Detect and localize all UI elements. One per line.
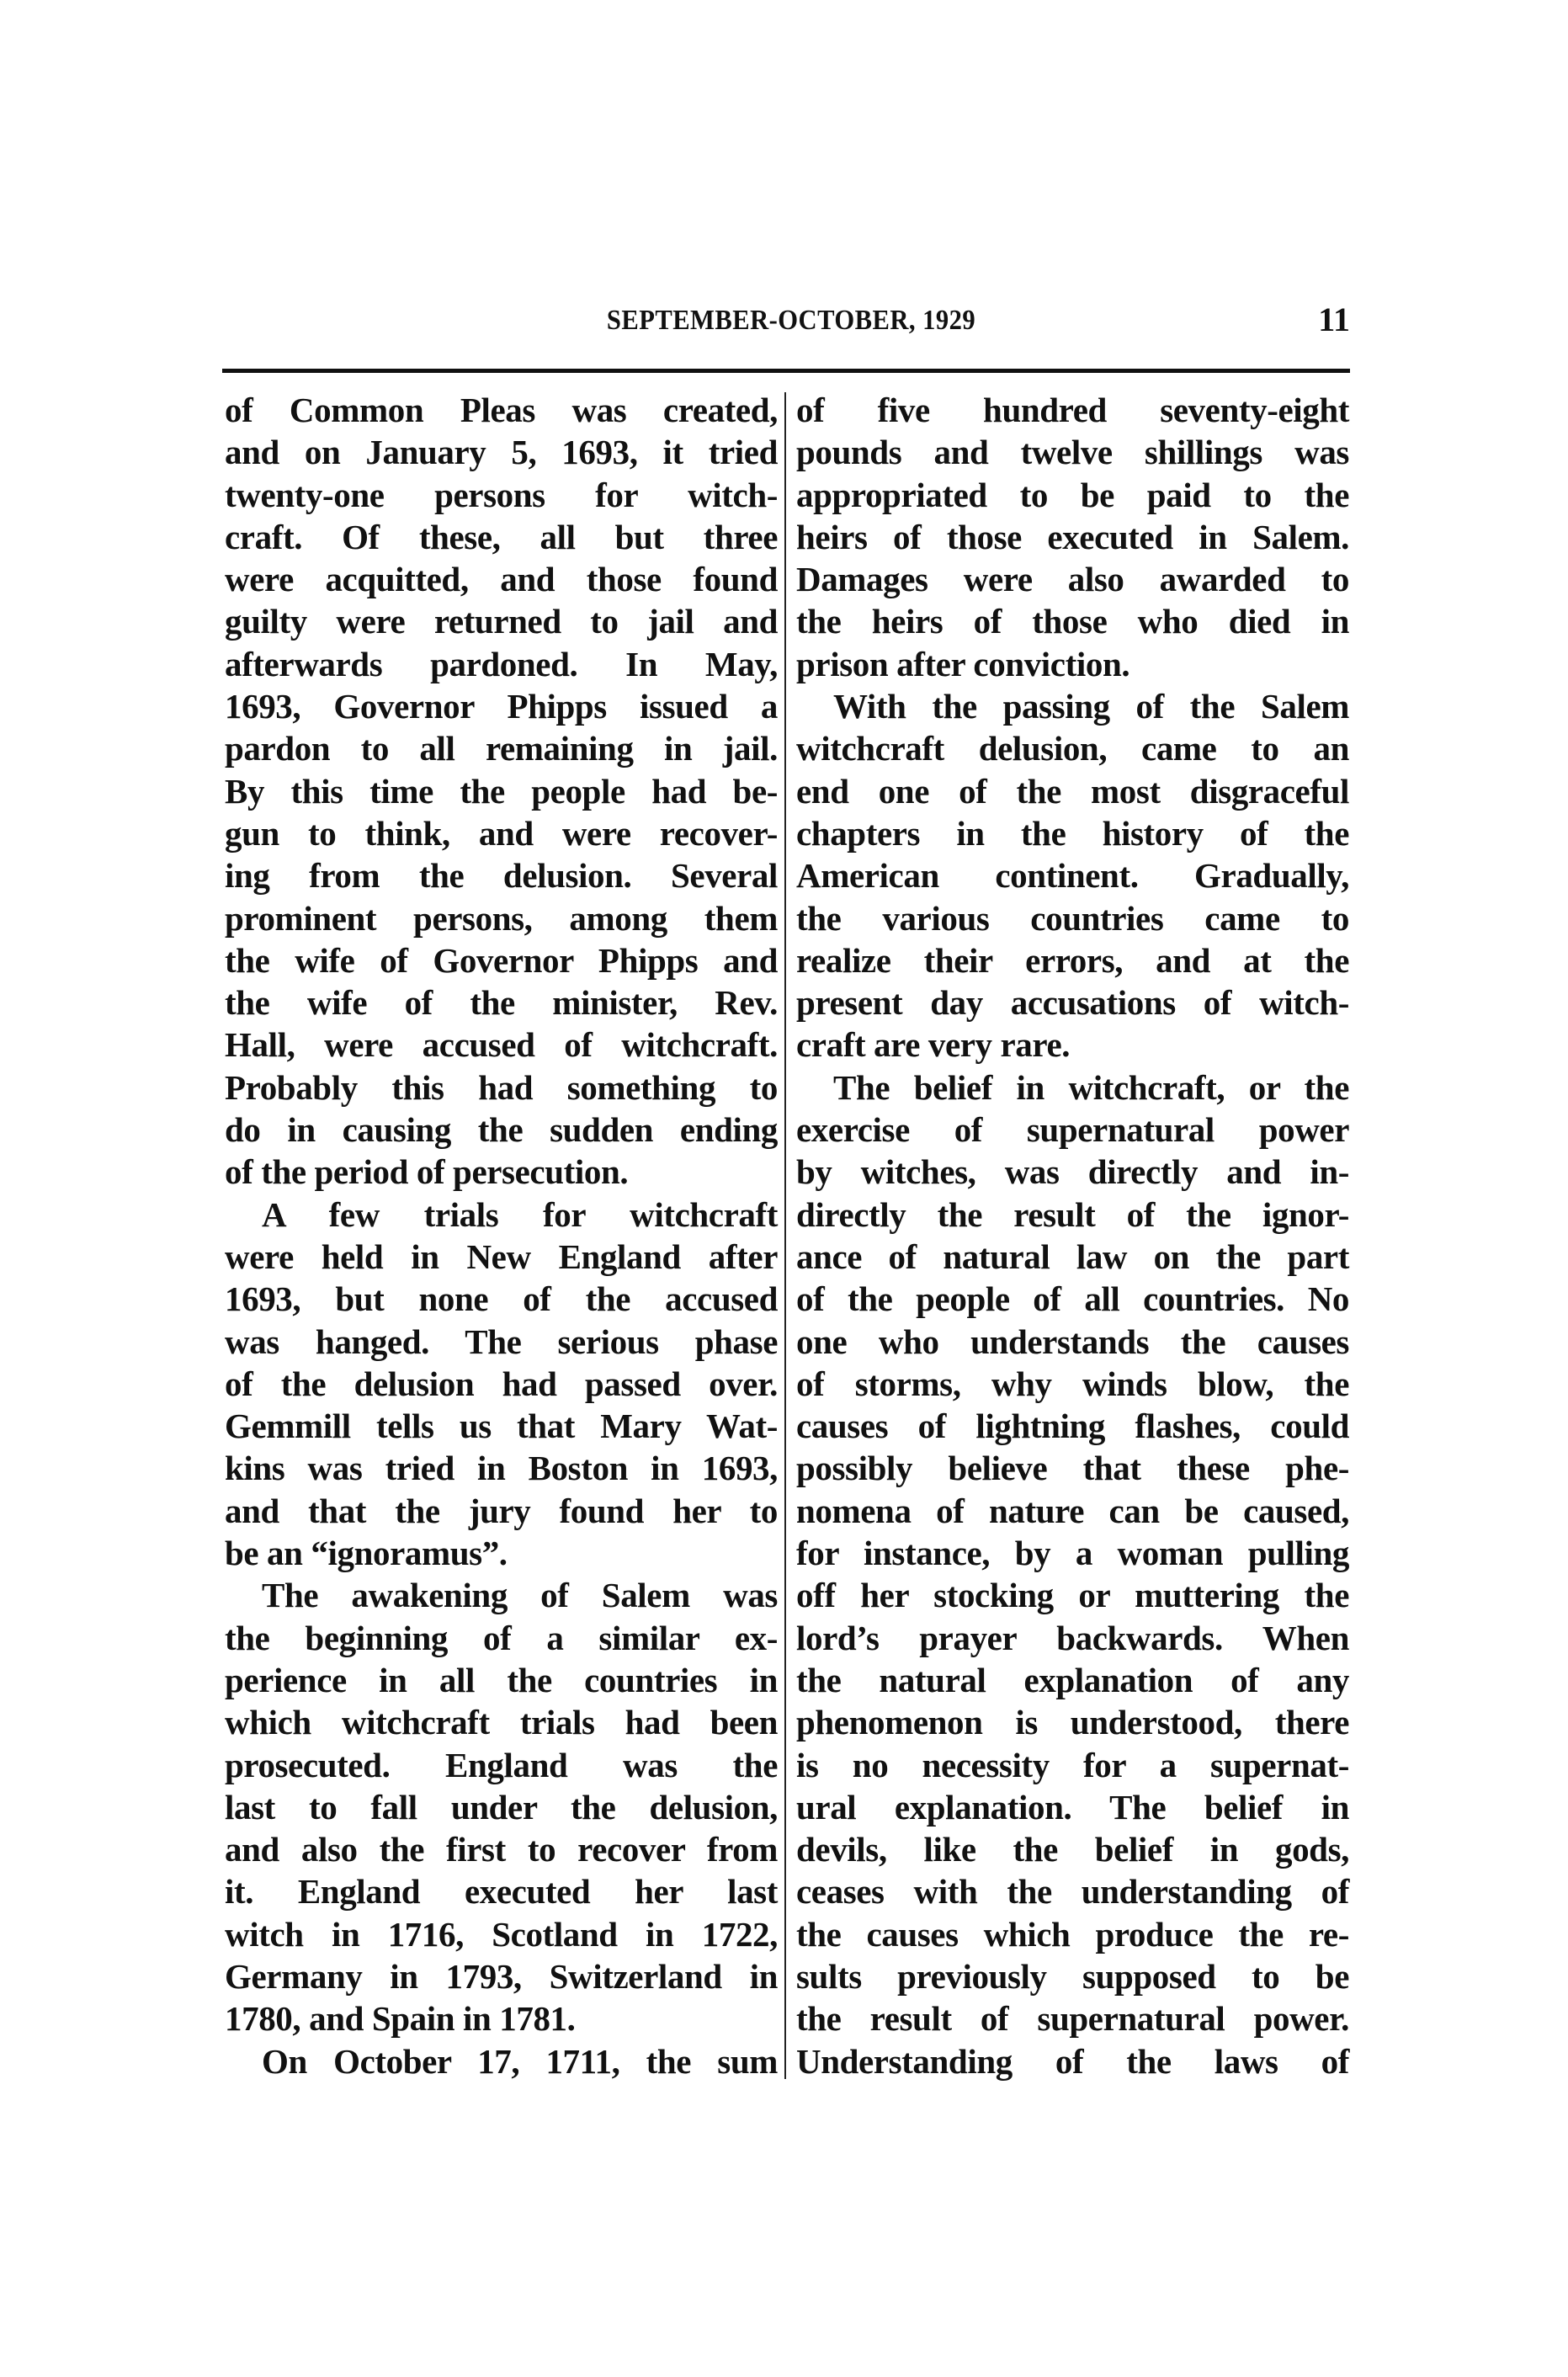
- text-line: appropriated to be paid to the: [796, 475, 1349, 514]
- text-line: 1693, but none of the accused: [225, 1279, 778, 1319]
- text-line: directly the result of the ignor-: [796, 1194, 1349, 1234]
- text-line: sults previously supposed to be: [796, 1956, 1349, 1996]
- text-line: realize their errors, and at the: [796, 940, 1349, 980]
- text-line: off her stocking or muttering the: [796, 1576, 1349, 1615]
- text-line: it. England executed her last: [225, 1872, 778, 1912]
- text-line: Understanding of the laws of: [796, 2041, 1349, 2081]
- right-column: [796, 389, 1349, 2082]
- text-line: A few trials for witchcraft: [262, 1194, 778, 1234]
- text-line: by witches, was directly and in-: [796, 1152, 1349, 1192]
- text-line: ance of natural law on the part: [796, 1236, 1349, 1276]
- text-line: guilty were returned to jail and: [225, 602, 778, 641]
- text-line: Germany in 1793, Switzerland in: [225, 1956, 778, 1996]
- text-line: 1693, Governor Phipps issued a: [225, 687, 778, 726]
- text-line: the beginning of a similar ex-: [225, 1618, 778, 1657]
- text-line: pardon to all remaining in jail.: [225, 729, 778, 768]
- text-line: On October 17, 1711, the sum: [262, 2041, 778, 2081]
- text-line: Hall, were accused of witchcraft.: [225, 1025, 778, 1065]
- text-line: witchcraft delusion, came to an: [796, 729, 1349, 768]
- text-line: By this time the people had be-: [225, 771, 778, 811]
- text-line: prison after conviction.: [796, 644, 1130, 683]
- text-line: kins was tried in Boston in 1693,: [225, 1449, 778, 1488]
- text-line: perience in all the countries in: [225, 1660, 778, 1699]
- text-line: the natural explanation of any: [796, 1660, 1349, 1699]
- text-line: exercise of supernatural power: [796, 1110, 1349, 1150]
- column-divider: [784, 392, 786, 2079]
- text-line: of the period of persecution.: [225, 1152, 629, 1192]
- text-line: Gemmill tells us that Mary Wat-: [225, 1407, 778, 1446]
- text-line: twenty-one persons for witch-: [225, 475, 778, 514]
- text-line: were held in New England after: [225, 1236, 778, 1276]
- text-line: present day accusations of witch-: [796, 983, 1349, 1023]
- text-line: craft. Of these, all but three: [225, 517, 778, 556]
- text-line: end one of the most disgraceful: [796, 771, 1349, 811]
- text-line: the causes which produce the re-: [796, 1914, 1349, 1954]
- text-line: witch in 1716, Scotland in 1722,: [225, 1914, 778, 1954]
- text-line: pounds and twelve shillings was: [796, 433, 1349, 472]
- text-line: one who understands the causes: [796, 1321, 1349, 1361]
- text-line: afterwards pardoned. In May,: [225, 644, 778, 683]
- text-line: The awakening of Salem was: [262, 1576, 778, 1615]
- header-rule: [222, 369, 1350, 373]
- text-line: devils, like the belief in gods,: [796, 1830, 1349, 1869]
- text-line: American continent. Gradually,: [796, 856, 1349, 896]
- text-line: lord’s prayer backwards. When: [796, 1618, 1349, 1657]
- text-line: which witchcraft trials had been: [225, 1703, 778, 1742]
- page-number: 11: [1318, 300, 1350, 338]
- text-line: the wife of Governor Phipps and: [225, 940, 778, 980]
- text-line: of the delusion had passed over.: [225, 1364, 778, 1403]
- text-line: and also the first to recover from: [225, 1830, 778, 1869]
- text-line: possibly believe that these phe-: [796, 1449, 1349, 1488]
- text-line: Probably this had something to: [225, 1067, 778, 1107]
- text-line: the heirs of those who died in: [796, 602, 1349, 641]
- text-line: craft are very rare.: [796, 1025, 1071, 1065]
- text-line: the various countries came to: [796, 898, 1349, 938]
- text-line: prosecuted. England was the: [225, 1745, 778, 1784]
- text-line: do in causing the sudden ending: [225, 1110, 778, 1150]
- text-line: is no necessity for a supernat-: [796, 1745, 1349, 1784]
- text-line: causes of lightning flashes, could: [796, 1407, 1349, 1446]
- text-line: were acquitted, and those found: [225, 560, 778, 599]
- text-line: of five hundred seventy-eight: [796, 391, 1349, 429]
- text-line: of storms, why winds blow, the: [796, 1364, 1349, 1403]
- text-line: of Common Pleas was created,: [225, 391, 778, 429]
- text-line: and on January 5, 1693, it tried: [225, 433, 778, 472]
- text-line: chapters in the history of the: [796, 813, 1349, 853]
- text-line: the wife of the minister, Rev.: [225, 983, 778, 1023]
- text-line: nomena of nature can be caused,: [796, 1491, 1349, 1530]
- text-line: The belief in witchcraft, or the: [833, 1067, 1349, 1107]
- text-line: of the people of all countries. No: [796, 1279, 1349, 1319]
- text-line: heirs of those executed in Salem.: [796, 517, 1349, 556]
- text-line: ing from the delusion. Several: [225, 856, 778, 896]
- text-line: ural explanation. The belief in: [796, 1787, 1349, 1827]
- text-line: With the passing of the Salem: [833, 687, 1349, 726]
- text-line: and that the jury found her to: [225, 1491, 778, 1530]
- text-line: for instance, by a woman pulling: [796, 1534, 1349, 1573]
- left-column: [225, 389, 778, 2082]
- text-line: ceases with the understanding of: [796, 1872, 1349, 1912]
- text-line: 1780, and Spain in 1781.: [225, 1999, 576, 2039]
- text-line: prominent persons, among them: [225, 898, 778, 938]
- text-line: Damages were also awarded to: [796, 560, 1349, 599]
- running-header: SEPTEMBER-OCTOBER, 1929: [606, 305, 976, 336]
- text-line: gun to think, and were recover-: [225, 813, 778, 853]
- text-line: the result of supernatural power.: [796, 1999, 1349, 2039]
- text-line: be an “ignoramus”.: [225, 1534, 508, 1573]
- text-line: last to fall under the delusion,: [225, 1787, 778, 1827]
- text-line: was hanged. The serious phase: [225, 1321, 778, 1361]
- text-line: phenomenon is understood, there: [796, 1703, 1349, 1742]
